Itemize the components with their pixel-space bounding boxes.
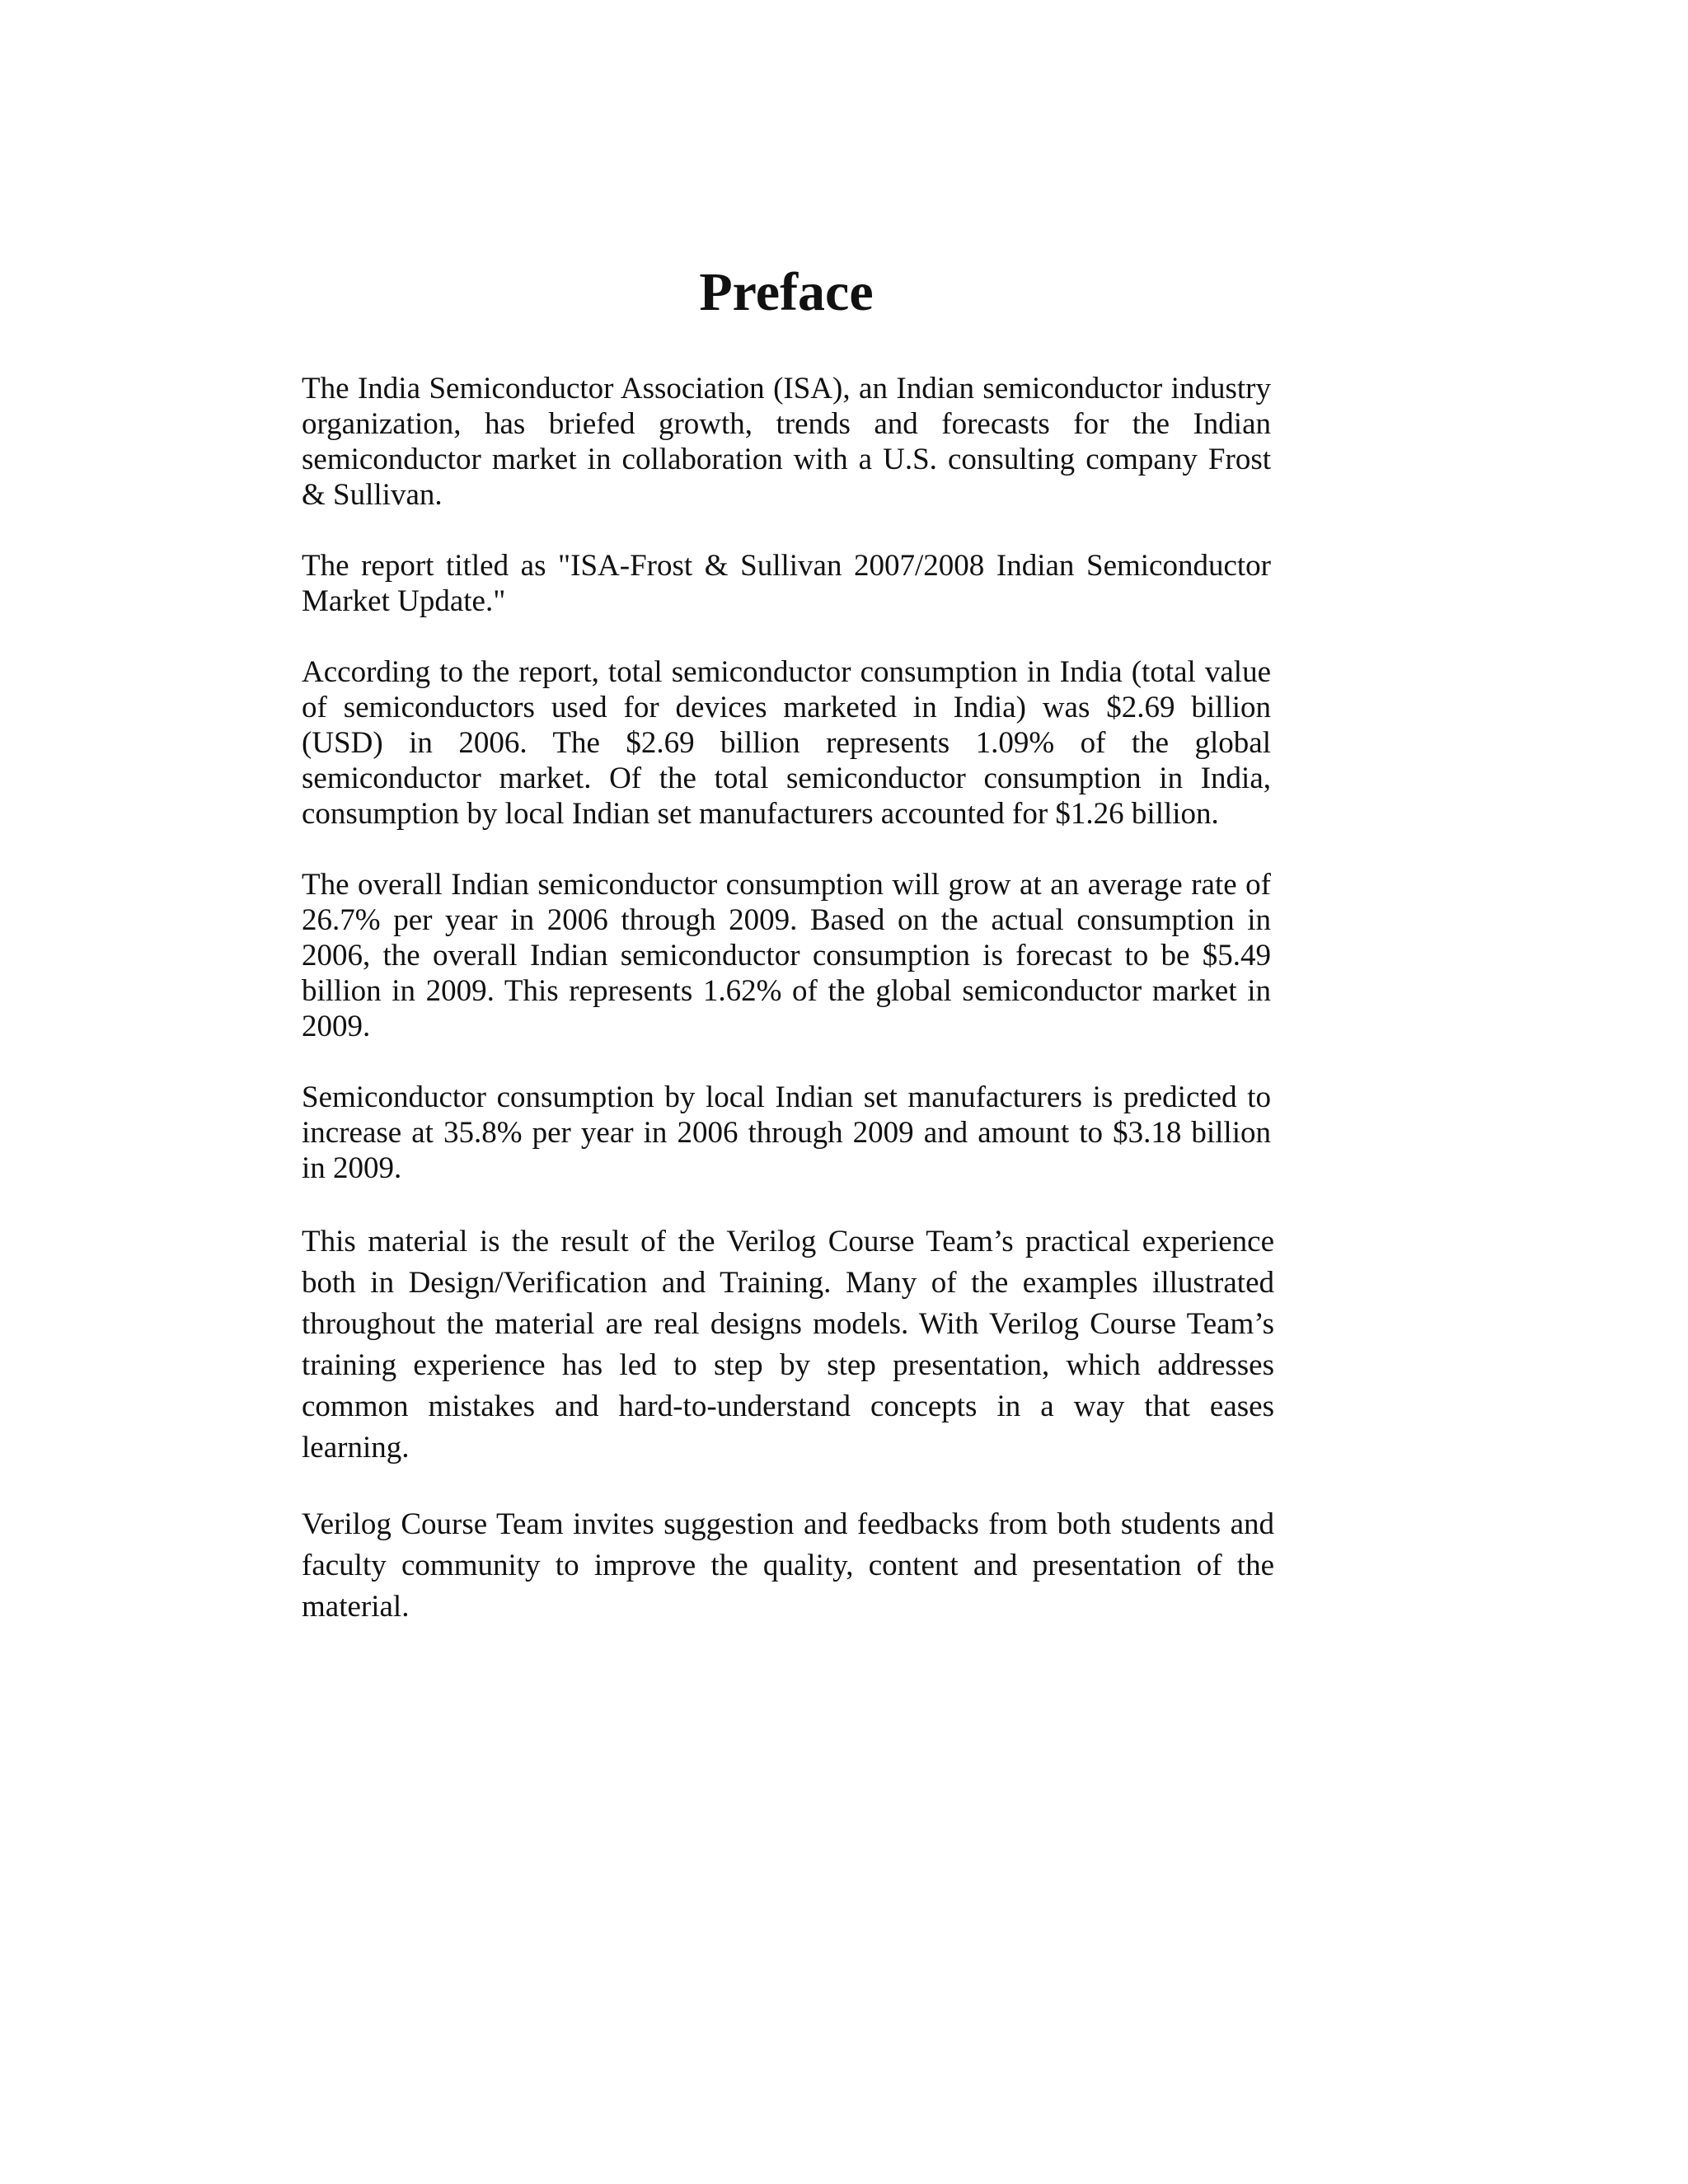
paragraph-feedback-invite: Verilog Course Team invites suggestion and feedbacks from both students and faculty community to improve the quality, content and presentation of the material. [302,1507,1274,1624]
paragraph-report-title: The report titled as "ISA-Frost & Sullivan 2007/2008 Indian Semiconductor Market Update." [302,549,1271,618]
page-title: Preface [699,262,874,322]
paragraph-consumption-2006: According to the report, total semiconductor consumption in India (total value of semiconductors used for devices marketed in India) was $2.69 billion (USD) in 2006. The $2.69 billion represents 1.09% of the global semiconductor market. Of the total semiconductor consumption in India, consumption by local Indian set manufacturers accounted for $1.26 billion. [302,655,1271,831]
paragraph-isa-intro: The India Semiconductor Association (ISA), an Indian semiconductor industry organization, has briefed growth, trends and forecasts for the Indian semiconductor market in collaboration with a U.S. consulting company Frost & Sullivan. [302,372,1271,512]
paragraph-local-manufacturers: Semiconductor consumption by local Indian set manufacturers is predicted to increase at 35.8% per year in 2006 through 2009 and amount to $3.18 billion in 2009. [302,1080,1271,1185]
preface-body [302,371,1274,1628]
paragraph-growth-forecast: The overall Indian semiconductor consumption will grow at an average rate of 26.7% per year in 2006 through 2009. Based on the actual consumption in 2006, the overall Indian semiconductor consumption is forecast to be $5.49 billion in 2009. This represents 1.62% of the global semiconductor market in 2009. [302,868,1271,1043]
paragraph-course-material: This material is the result of the Verilog Course Team’s practical experience both in Design/Verification and Training. Many of the examples illustrated throughout the material are real designs models. With Verilog Course Team’s training experience has led to step by step presentation, which addresses common mistakes and hard-to-understand concepts in a way that eases learning. [302,1225,1274,1465]
